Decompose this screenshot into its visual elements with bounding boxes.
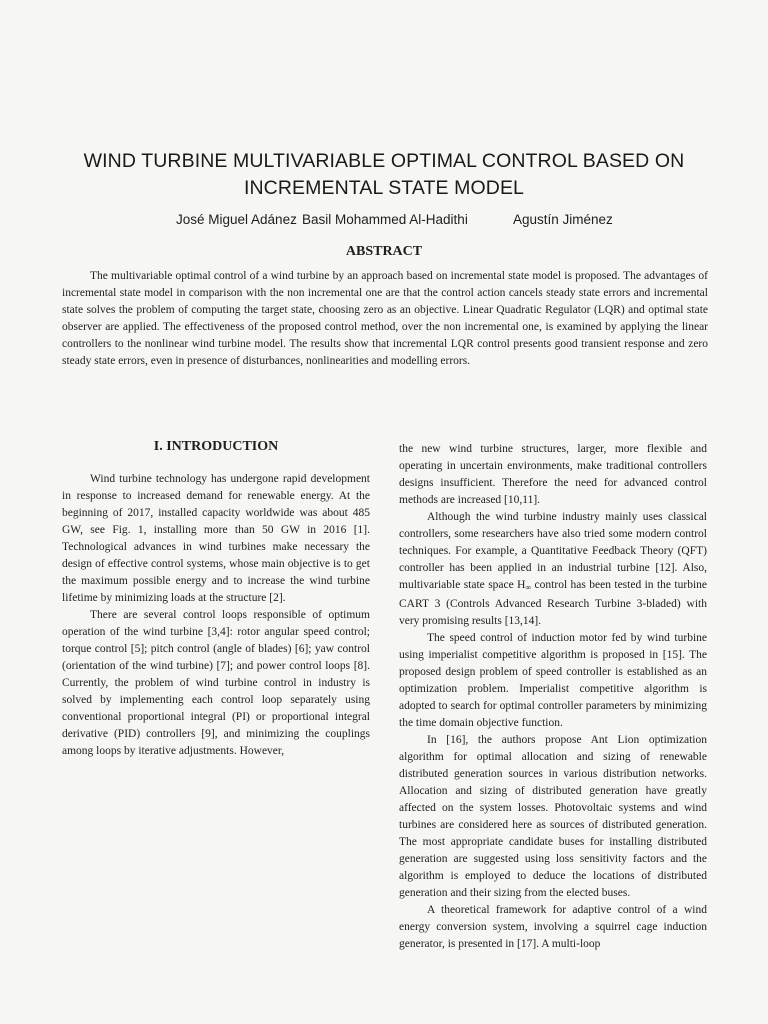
- author-2: Basil Mohammed Al-Hadithi: [302, 212, 468, 227]
- author-1: José Miguel Adánez: [176, 212, 297, 227]
- intro-continuation: the new wind turbine structures, larger, more flexible and operating in uncertain environments, make traditional controllers designs insufficient. Therefore the need for advanced control methods are increased [10,11].: [399, 443, 707, 506]
- paragraph-3-text-start: Although the wind turbine industry mainly uses classical controllers, some researchers have also tried some modern control techniques. For example, a Quantitative Feedback Theory (QFT) controller has been applied in an industrial turbine [12]. Also, multivariable state space H: [399, 511, 707, 591]
- intro-paragraph-6: A theoretical framework for adaptive control of a wind energy conversion system, involving a squirrel cage induction generator, is presented in [17]. A multi-loop: [399, 904, 707, 950]
- author-list: [0, 210, 768, 230]
- left-column: [62, 471, 370, 760]
- author-3: Agustín Jiménez: [513, 212, 613, 227]
- abstract-text: The multivariable optimal control of a wind turbine by an approach based on incremental state model is proposed. The advantages of incremental state model in comparison with the non incremental one are that the control action cancels steady state errors and incremental state solves the problem of computing the target state, choosing zero as an objective. Linear Quadratic Regulator (LQR) and optimal state observer are applied. The effectiveness of the proposed control method, over the non incremental one, is examined by applying the linear controllers to the nonlinear wind turbine model. The results show that incremental LQR control presents good transient response and zero steady state errors, even in presence of disturbances, nonlinearities and modelling errors.: [62, 270, 708, 367]
- intro-paragraph-3: [399, 509, 707, 630]
- intro-paragraph-5: In [16], the authors propose Ant Lion optimization algorithm for optimal allocation and sizing of renewable distributed generation sources in various distribution networks. Allocation and sizing of distributed generation have greatly affected on the system losses. Photovoltaic systems and wind turbines are considered here as sources of distributed generation. The most appropriate candidate buses for installing distributed generation are suggested using loss sensitivity factors and the algorithm is employed to deduce the locations of distributed generation and their sizing from the elected buses.: [399, 734, 707, 899]
- title-line-2: INCREMENTAL STATE MODEL: [243, 177, 525, 199]
- introduction-heading: I. INTRODUCTION: [153, 439, 279, 454]
- right-column: [399, 441, 707, 953]
- intro-paragraph-1: Wind turbine technology has undergone rapid development in response to increased demand for renewable energy. At the beginning of 2017, installed capacity worldwide was about 485 GW, see Fig. 1, installing more than 50 GW in 2016 [1]. Technological advances in wind turbines make necessary the design of effective control systems, whose main objective is to get the maximum possible energy and to increase the wind turbine lifetime by minimizing loads at the structure [2].: [62, 473, 370, 604]
- paper-title: [0, 148, 768, 202]
- intro-paragraph-4: The speed control of induction motor fed by wind turbine using imperialist competitive algorithm is proposed in [15]. The proposed design problem of speed controller is established as an optimization problem. Imperialist competitive algorithm is adopted to search for optimal controller parameters by minimizing the time domain objective function.: [399, 632, 707, 729]
- infinity-subscript: ∞: [525, 583, 532, 592]
- title-line-1: WIND TURBINE MULTIVARIABLE OPTIMAL CONTROL BASED ON: [83, 150, 685, 172]
- intro-paragraph-2: There are several control loops responsible of optimum operation of the wind turbine [3,4]: rotor angular speed control; torque control [5]; pitch control (angle of blades) [6]; yaw control (orientation of the wind turbine) [7]; and power control loops [8]. Currently, the problem of wind turbine control in industry is solved by implementing each control loop separately using conventional proportional integral (PI) or proportional integral derivative (PID) controllers [9], and minimizing the couplings among loops by iterative adjustments. However,: [62, 609, 370, 757]
- abstract-heading: ABSTRACT: [345, 244, 423, 259]
- paragraph-3-text-end: control has been tested in the turbine CART 3 (Controls Advanced Research Turbine 3-bladed) with very promising results [13,14].: [399, 579, 707, 627]
